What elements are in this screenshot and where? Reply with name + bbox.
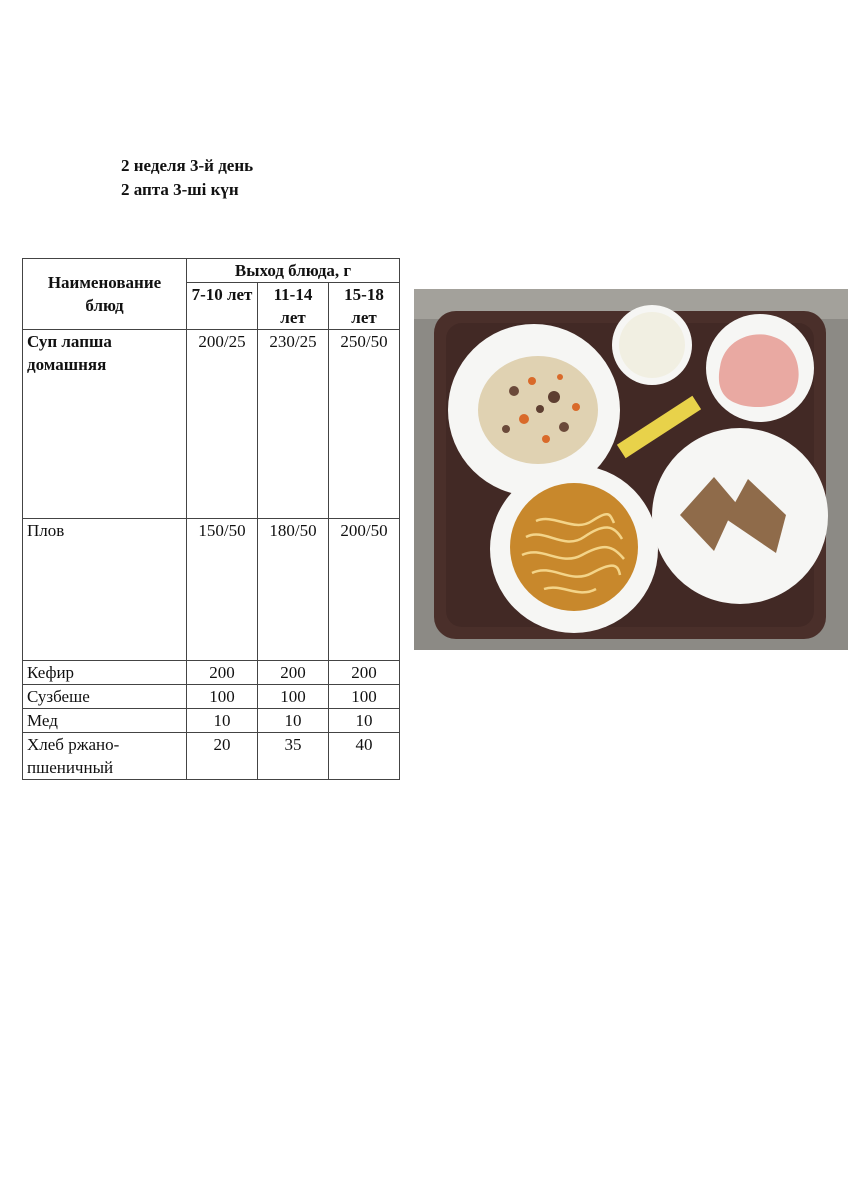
dish-name: Сузбеше (23, 685, 187, 709)
dish-value: 200/50 (329, 519, 400, 661)
table-row (23, 733, 400, 780)
dish-value: 10 (258, 709, 329, 733)
yield-column-header: Выход блюда, г (187, 259, 400, 283)
table-row (23, 685, 400, 709)
age-group-header: 11-14 лет (258, 283, 329, 330)
dish-name: Суп лапша домашняя (23, 330, 187, 519)
table-row (23, 709, 400, 733)
dish-value: 20 (187, 733, 258, 780)
dish-name: Плов (23, 519, 187, 661)
dish-value: 200 (329, 661, 400, 685)
heading-week-day-ru: 2 неделя 3-й день (121, 156, 254, 175)
table-row (23, 519, 400, 661)
table-header-row (23, 259, 400, 283)
dish-value: 40 (329, 733, 400, 780)
dish-value: 35 (258, 733, 329, 780)
heading-week-day-kz: 2 апта 3-ші күн (121, 180, 239, 199)
dish-name: Хлеб ржано-пшеничный (23, 733, 187, 780)
dish-value: 10 (329, 709, 400, 733)
dish-value: 180/50 (258, 519, 329, 661)
age-group-header: 15-18 лет (329, 283, 400, 330)
kefir (619, 312, 685, 378)
dish-value: 100 (329, 685, 400, 709)
dish-value: 250/50 (329, 330, 400, 519)
dish-value: 200 (258, 661, 329, 685)
age-group-header: 7-10 лет (187, 283, 258, 330)
table-row (23, 330, 400, 519)
name-column-header: Наименование блюд (23, 259, 187, 330)
dish-value: 100 (187, 685, 258, 709)
menu-table (22, 258, 400, 780)
dish-value: 100 (258, 685, 329, 709)
dish-value: 10 (187, 709, 258, 733)
dish-value: 150/50 (187, 519, 258, 661)
dish-name: Кефир (23, 661, 187, 685)
table-row (23, 661, 400, 685)
dish-name: Мед (23, 709, 187, 733)
dish-value: 200/25 (187, 330, 258, 519)
dish-value: 200 (187, 661, 258, 685)
dish-value: 230/25 (258, 330, 329, 519)
meal-tray-photo (414, 289, 848, 650)
